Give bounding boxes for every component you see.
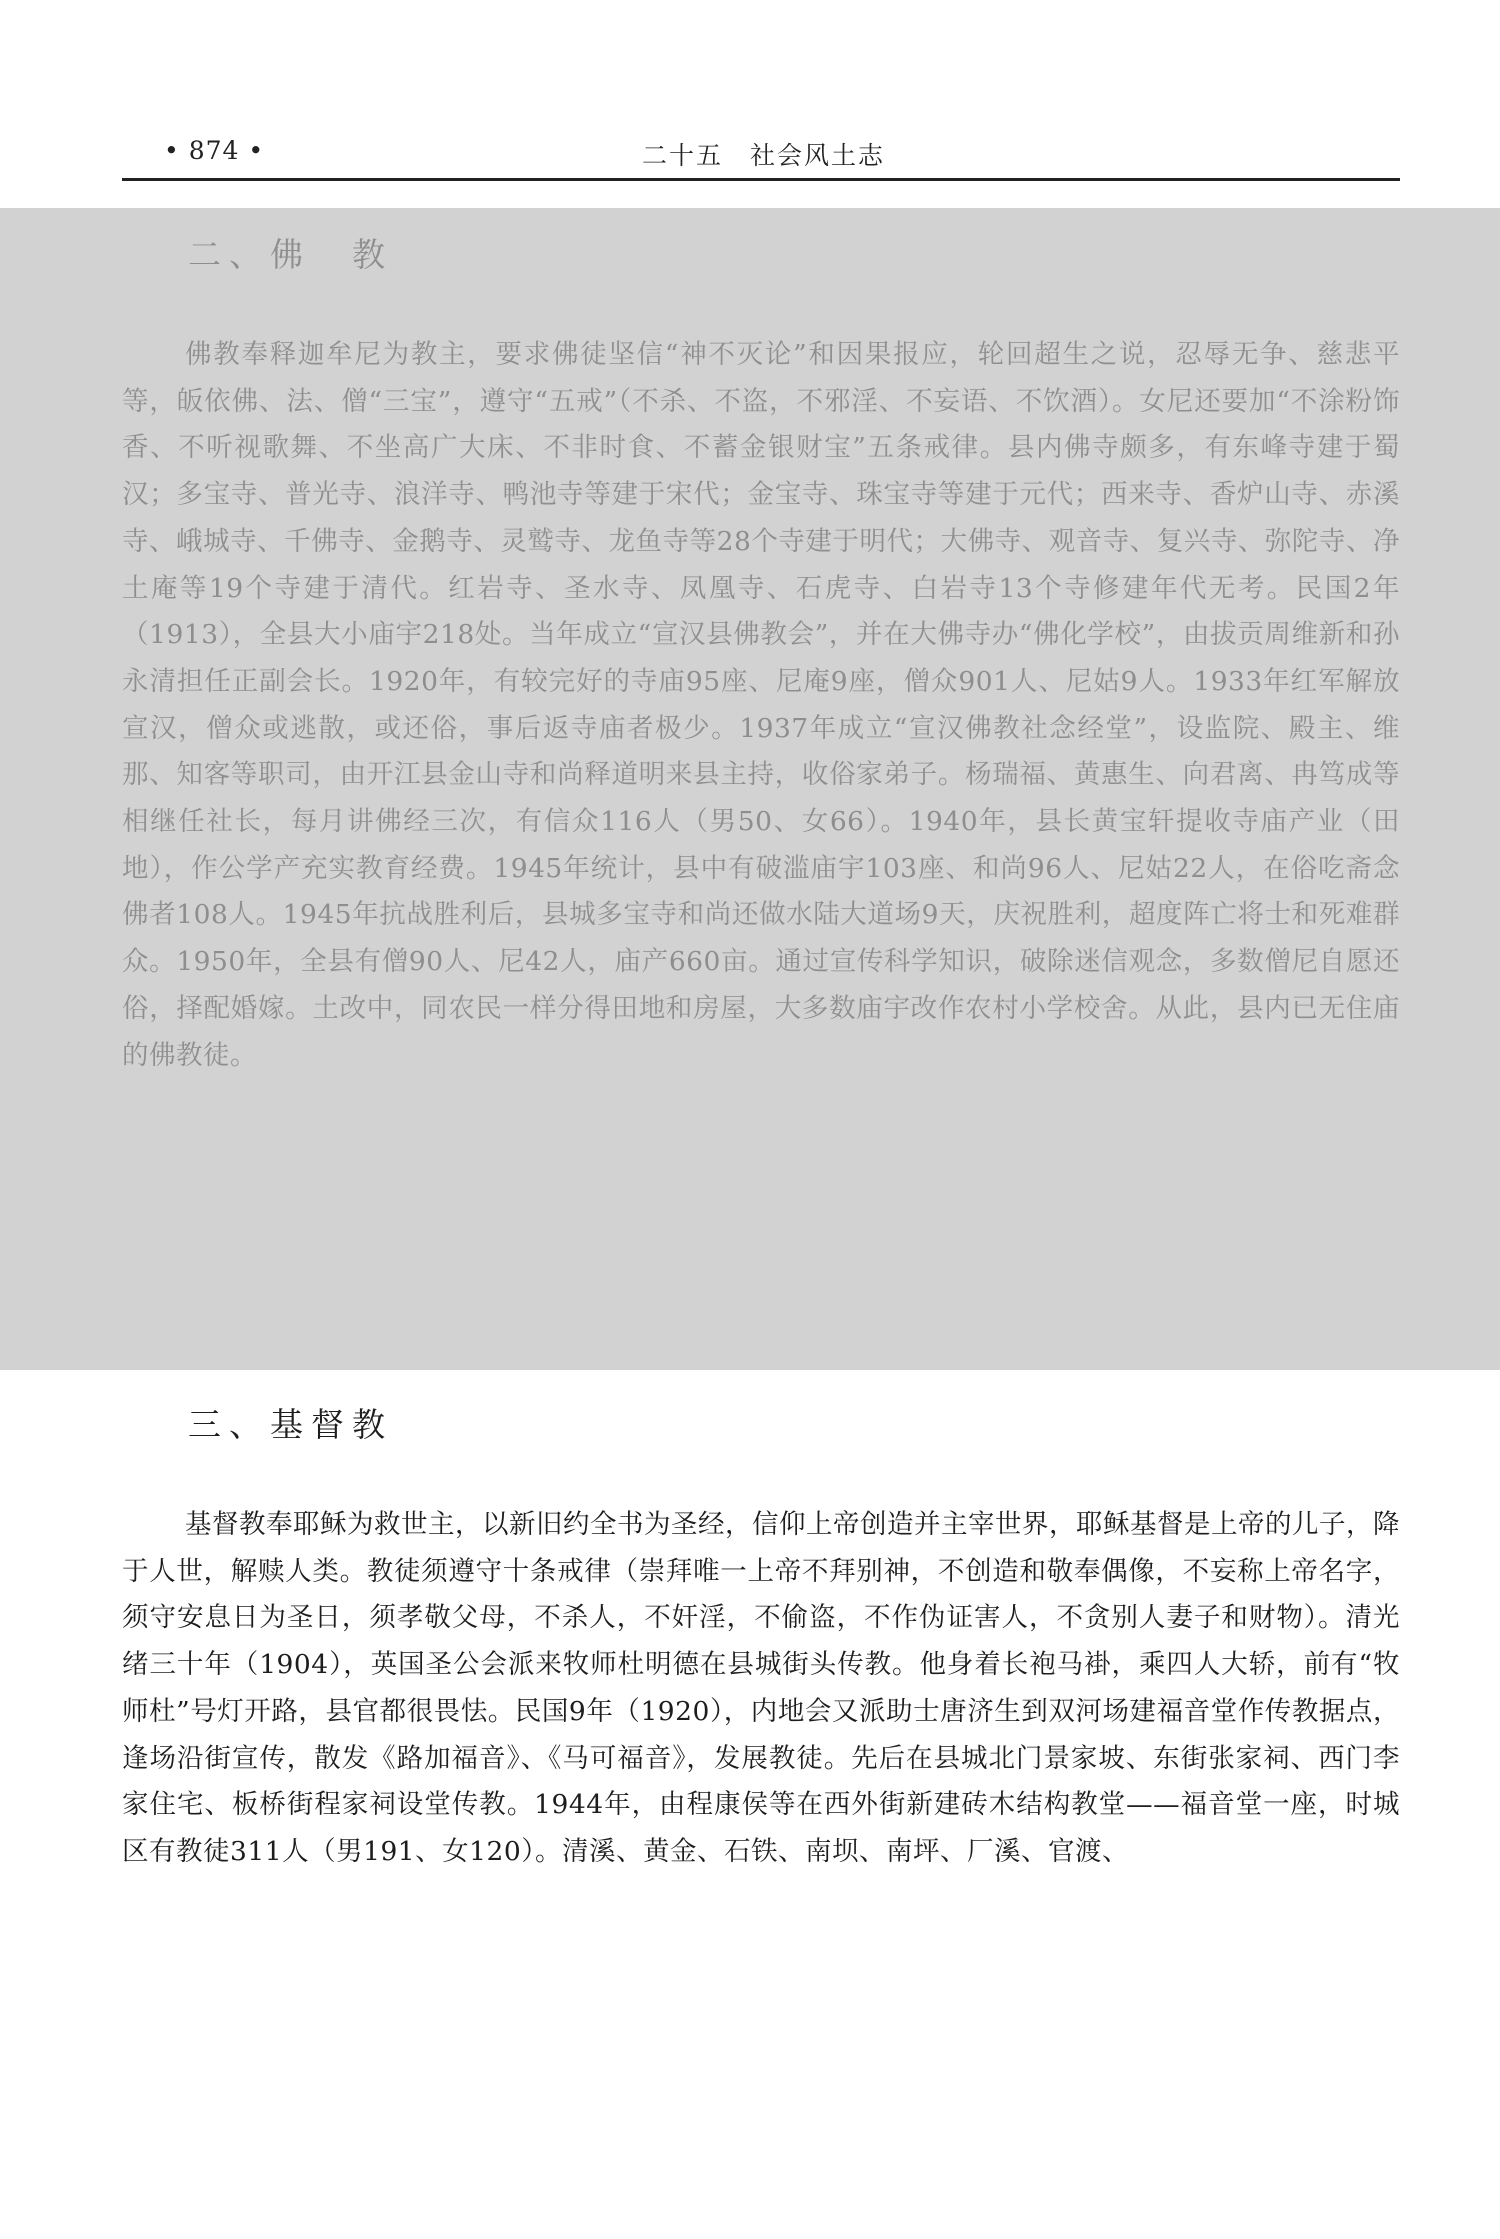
section-heading-buddhism: 二、佛 教 (188, 235, 393, 274)
page-header (122, 128, 1400, 178)
section-buddhism (122, 228, 1400, 1079)
section-body-buddhism: 佛教奉释迦牟尼为教主，要求佛徒坚信“神不灭论”和因果报应，轮回超生之说，忍辱无争、慈悲平等，皈依佛、法、僧“三宝”，遵守“五戒”（不杀、不盗，不邪淫、不妄语、不饮酒）。女尼还要加“不涂粉饰香、不听视歌舞、不坐高广大床、不非时食、不蓄金银财宝”五条戒律。县内佛寺颇多，有东峰寺建于蜀汉；多宝寺、普光寺、浪洋寺、鸭池寺等建于宋代；金宝寺、珠宝寺等建于元代；西来寺、香炉山寺、赤溪寺、峨城寺、千佛寺、金鹅寺、灵鹫寺、龙鱼寺等28个寺建于明代；大佛寺、观音寺、复兴寺、弥陀寺、净土庵等19个寺建于清代。红岩寺、圣水寺、凤凰寺、石虎寺、白岩寺13个寺修建年代无考。民国2年（1913），全县大小庙宇218处。当年成立“宣汉县佛教会”，并在大佛寺办“佛化学校”，由拔贡周维新和孙永清担任正副会长。1920年，有较完好的寺庙95座、尼庵9座，僧众901人、尼姑9人。1933年红军解放宣汉，僧众或逃散，或还俗，事后返寺庙者极少。1937年成立“宣汉佛教社念经堂”，设监院、殿主、维那、知客等职司，由开江县金山寺和尚释道明来县主持，收俗家弟子。杨瑞福、黄惠生、向君离、冉笃成等相继任社长，每月讲佛经三次，有信众116人（男50、女66）。1940年，县长黄宝轩提收寺庙产业（田地），作公学产充实教育经费。1945年统计，县中有破滥庙宇103座、和尚96人、尼姑22人，在俗吃斋念佛者108人。1945年抗战胜利后，县城多宝寺和尚还做水陆大道场9天，庆祝胜利，超度阵亡将士和死难群众。1950年，全县有僧90人、尼42人，庙产660亩。通过宣传科学知识，破除迷信观念，多数僧尼自愿还俗，择配婚嫁。土改中，同农民一样分得田地和房屋，大多数庙宇改作农村小学校舍。从此，县内已无住庙的佛教徒。 (122, 339, 1400, 1071)
section-body-christianity: 基督教奉耶稣为救世主，以新旧约全书为圣经，信仰上帝创造并主宰世界，耶稣基督是上帝的儿子，降于人世，解赎人类。教徒须遵守十条戒律（崇拜唯一上帝不拜别神，不创造和敬奉偶像，不妄称上帝名字，须守安息日为圣日，须孝敬父母，不杀人，不奸淫，不偷盗，不作伪证害人，不贪别人妻子和财物）。清光绪三十年（1904），英国圣公会派来牧师杜明德在县城街头传教。他身着长袍马褂，乘四人大轿，前有“牧师杜”号灯开路，县官都很畏怯。民国9年（1920），内地会又派助士唐济生到双河场建福音堂作传教据点，逢场沿街宣传，散发《路加福音》、《马可福音》，发展教徒。先后在县城北门景家坡、东街张家祠、西门李家住宅、板桥街程家祠设堂传教。1944年，由程康侯等在西外街新建砖木结构教堂——福音堂一座，时城区有教徒311人（男191、女120）。清溪、黄金、石铁、南坝、南坪、厂溪、官渡、 (122, 1509, 1400, 1867)
section-heading-christianity: 三、基督教 (188, 1405, 393, 1444)
running-title: 二十五 社会风土志 (642, 141, 886, 170)
page-number: • 874 • (164, 136, 265, 165)
section-christianity (122, 1398, 1400, 1876)
header-rule (122, 178, 1400, 181)
